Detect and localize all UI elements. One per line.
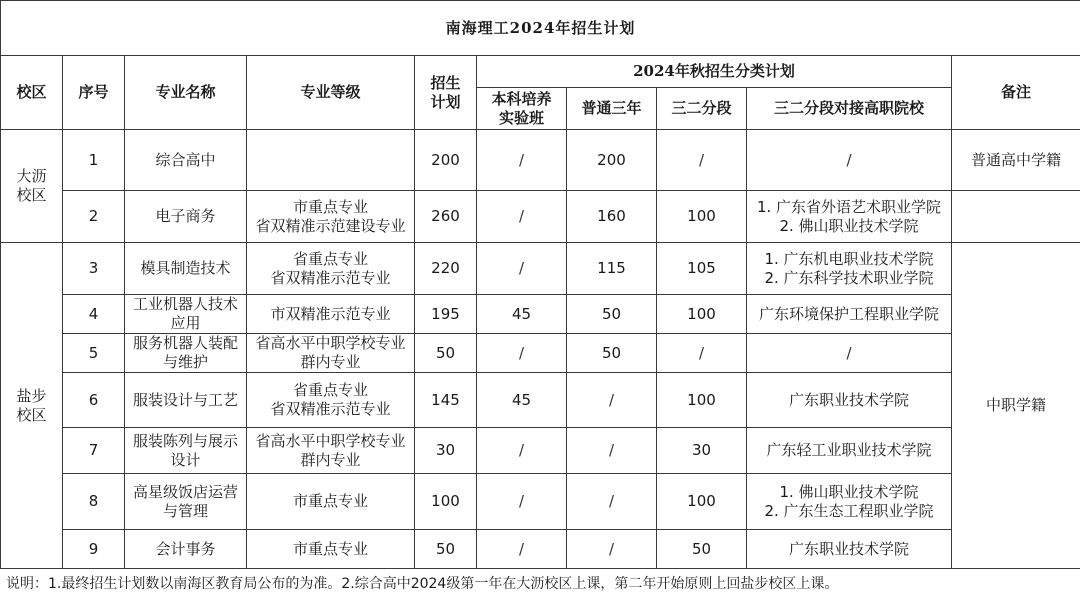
regular-cell: / xyxy=(567,474,657,530)
split-cell: 100 xyxy=(657,373,747,428)
table-row xyxy=(1,191,1080,243)
college-cell: / xyxy=(747,334,952,373)
college-cell: 广东职业技术学院 xyxy=(747,373,952,428)
table-row xyxy=(1,334,1080,373)
level-cell xyxy=(247,130,415,191)
regular-cell: 115 xyxy=(567,243,657,295)
undergrad-cell: / xyxy=(477,191,567,243)
undergrad-cell: / xyxy=(477,530,567,569)
split-cell: 30 xyxy=(657,428,747,474)
header-plan: 招生 计划 xyxy=(415,56,477,130)
major-cell: 服务机器人装配 与维护 xyxy=(125,334,247,373)
plan-cell: 50 xyxy=(415,530,477,569)
major-cell: 服装陈列与展示 设计 xyxy=(125,428,247,474)
header-seq: 序号 xyxy=(63,56,125,130)
undergrad-cell: / xyxy=(477,243,567,295)
footnote: 说明：1.最终招生计划数以南海区教育局公布的为准。2.综合高中2024级第一年在大沥校区上课，第二年开始原则上回盐步校区上课。 xyxy=(6,576,839,592)
header-regular: 普通三年 xyxy=(567,88,657,130)
regular-cell: 160 xyxy=(567,191,657,243)
header-remark: 备注 xyxy=(952,56,1080,130)
regular-cell: 50 xyxy=(567,334,657,373)
plan-cell: 100 xyxy=(415,474,477,530)
major-cell: 高星级饭店运营 与管理 xyxy=(125,474,247,530)
split-cell: 100 xyxy=(657,474,747,530)
college-cell: / xyxy=(747,130,952,191)
seq-cell: 2 xyxy=(63,191,125,243)
plan-cell: 200 xyxy=(415,130,477,191)
plan-cell: 220 xyxy=(415,243,477,295)
header-target-college: 三二分段对接高职院校 xyxy=(747,88,952,130)
seq-cell: 4 xyxy=(63,295,125,334)
regular-cell: / xyxy=(567,428,657,474)
table-row xyxy=(1,295,1080,334)
level-cell: 市重点专业 xyxy=(247,474,415,530)
college-cell: 广东环境保护工程职业学院 xyxy=(747,295,952,334)
header-major: 专业名称 xyxy=(125,56,247,130)
major-cell: 模具制造技术 xyxy=(125,243,247,295)
undergrad-cell: / xyxy=(477,428,567,474)
regular-cell: 200 xyxy=(567,130,657,191)
undergrad-cell: 45 xyxy=(477,373,567,428)
table-row xyxy=(1,373,1080,428)
seq-cell: 3 xyxy=(63,243,125,295)
undergrad-cell: / xyxy=(477,474,567,530)
split-cell: 100 xyxy=(657,191,747,243)
college-cell: 广东职业技术学院 xyxy=(747,530,952,569)
split-cell: / xyxy=(657,130,747,191)
major-cell: 会计事务 xyxy=(125,530,247,569)
college-cell: 1. 广东机电职业技术学院 2. 广东科学技术职业学院 xyxy=(747,243,952,295)
campus-dali: 大沥 校区 xyxy=(1,130,63,243)
split-cell: / xyxy=(657,334,747,373)
seq-cell: 5 xyxy=(63,334,125,373)
seq-cell: 7 xyxy=(63,428,125,474)
table-row xyxy=(1,243,1080,295)
level-cell: 省高水平中职学校专业 群内专业 xyxy=(247,428,415,474)
header-undergrad: 本科培养 实验班 xyxy=(477,88,567,130)
major-cell: 电子商务 xyxy=(125,191,247,243)
seq-cell: 8 xyxy=(63,474,125,530)
college-cell: 1. 佛山职业技术学院 2. 广东生态工程职业学院 xyxy=(747,474,952,530)
header-level: 专业等级 xyxy=(247,56,415,130)
undergrad-cell: 45 xyxy=(477,295,567,334)
level-cell: 市重点专业 省双精准示范建设专业 xyxy=(247,191,415,243)
level-cell: 省重点专业 省双精准示范专业 xyxy=(247,373,415,428)
plan-cell: 195 xyxy=(415,295,477,334)
remark-blank xyxy=(952,191,1080,243)
header-split: 三二分段 xyxy=(657,88,747,130)
header-campus: 校区 xyxy=(1,56,63,130)
table-row xyxy=(1,530,1080,569)
seq-cell: 6 xyxy=(63,373,125,428)
plan-cell: 30 xyxy=(415,428,477,474)
table-row xyxy=(1,428,1080,474)
level-cell: 省重点专业 省双精准示范专业 xyxy=(247,243,415,295)
undergrad-cell: / xyxy=(477,334,567,373)
split-cell: 105 xyxy=(657,243,747,295)
campus-yanbu: 盐步 校区 xyxy=(1,243,63,569)
major-cell: 工业机器人技术 应用 xyxy=(125,295,247,334)
college-cell: 1. 广东省外语艺术职业学院 2. 佛山职业技术学院 xyxy=(747,191,952,243)
regular-cell: / xyxy=(567,373,657,428)
plan-cell: 50 xyxy=(415,334,477,373)
split-cell: 50 xyxy=(657,530,747,569)
table-row xyxy=(1,130,1080,191)
seq-cell: 1 xyxy=(63,130,125,191)
undergrad-cell: / xyxy=(477,130,567,191)
major-cell: 服装设计与工艺 xyxy=(125,373,247,428)
header-category-group: 2024年秋招生分类计划 xyxy=(477,56,952,88)
level-cell: 省高水平中职学校专业 群内专业 xyxy=(247,334,415,373)
table-row xyxy=(1,474,1080,530)
regular-cell: / xyxy=(567,530,657,569)
major-cell: 综合高中 xyxy=(125,130,247,191)
split-cell: 100 xyxy=(657,295,747,334)
remark-vocational: 中职学籍 xyxy=(952,243,1080,569)
level-cell: 市重点专业 xyxy=(247,530,415,569)
table-title: 南海理工2024年招生计划 xyxy=(1,1,1080,56)
plan-cell: 260 xyxy=(415,191,477,243)
level-cell: 市双精准示范专业 xyxy=(247,295,415,334)
seq-cell: 9 xyxy=(63,530,125,569)
remark-general: 普通高中学籍 xyxy=(952,130,1080,191)
college-cell: 广东轻工业职业技术学院 xyxy=(747,428,952,474)
regular-cell: 50 xyxy=(567,295,657,334)
plan-cell: 145 xyxy=(415,373,477,428)
